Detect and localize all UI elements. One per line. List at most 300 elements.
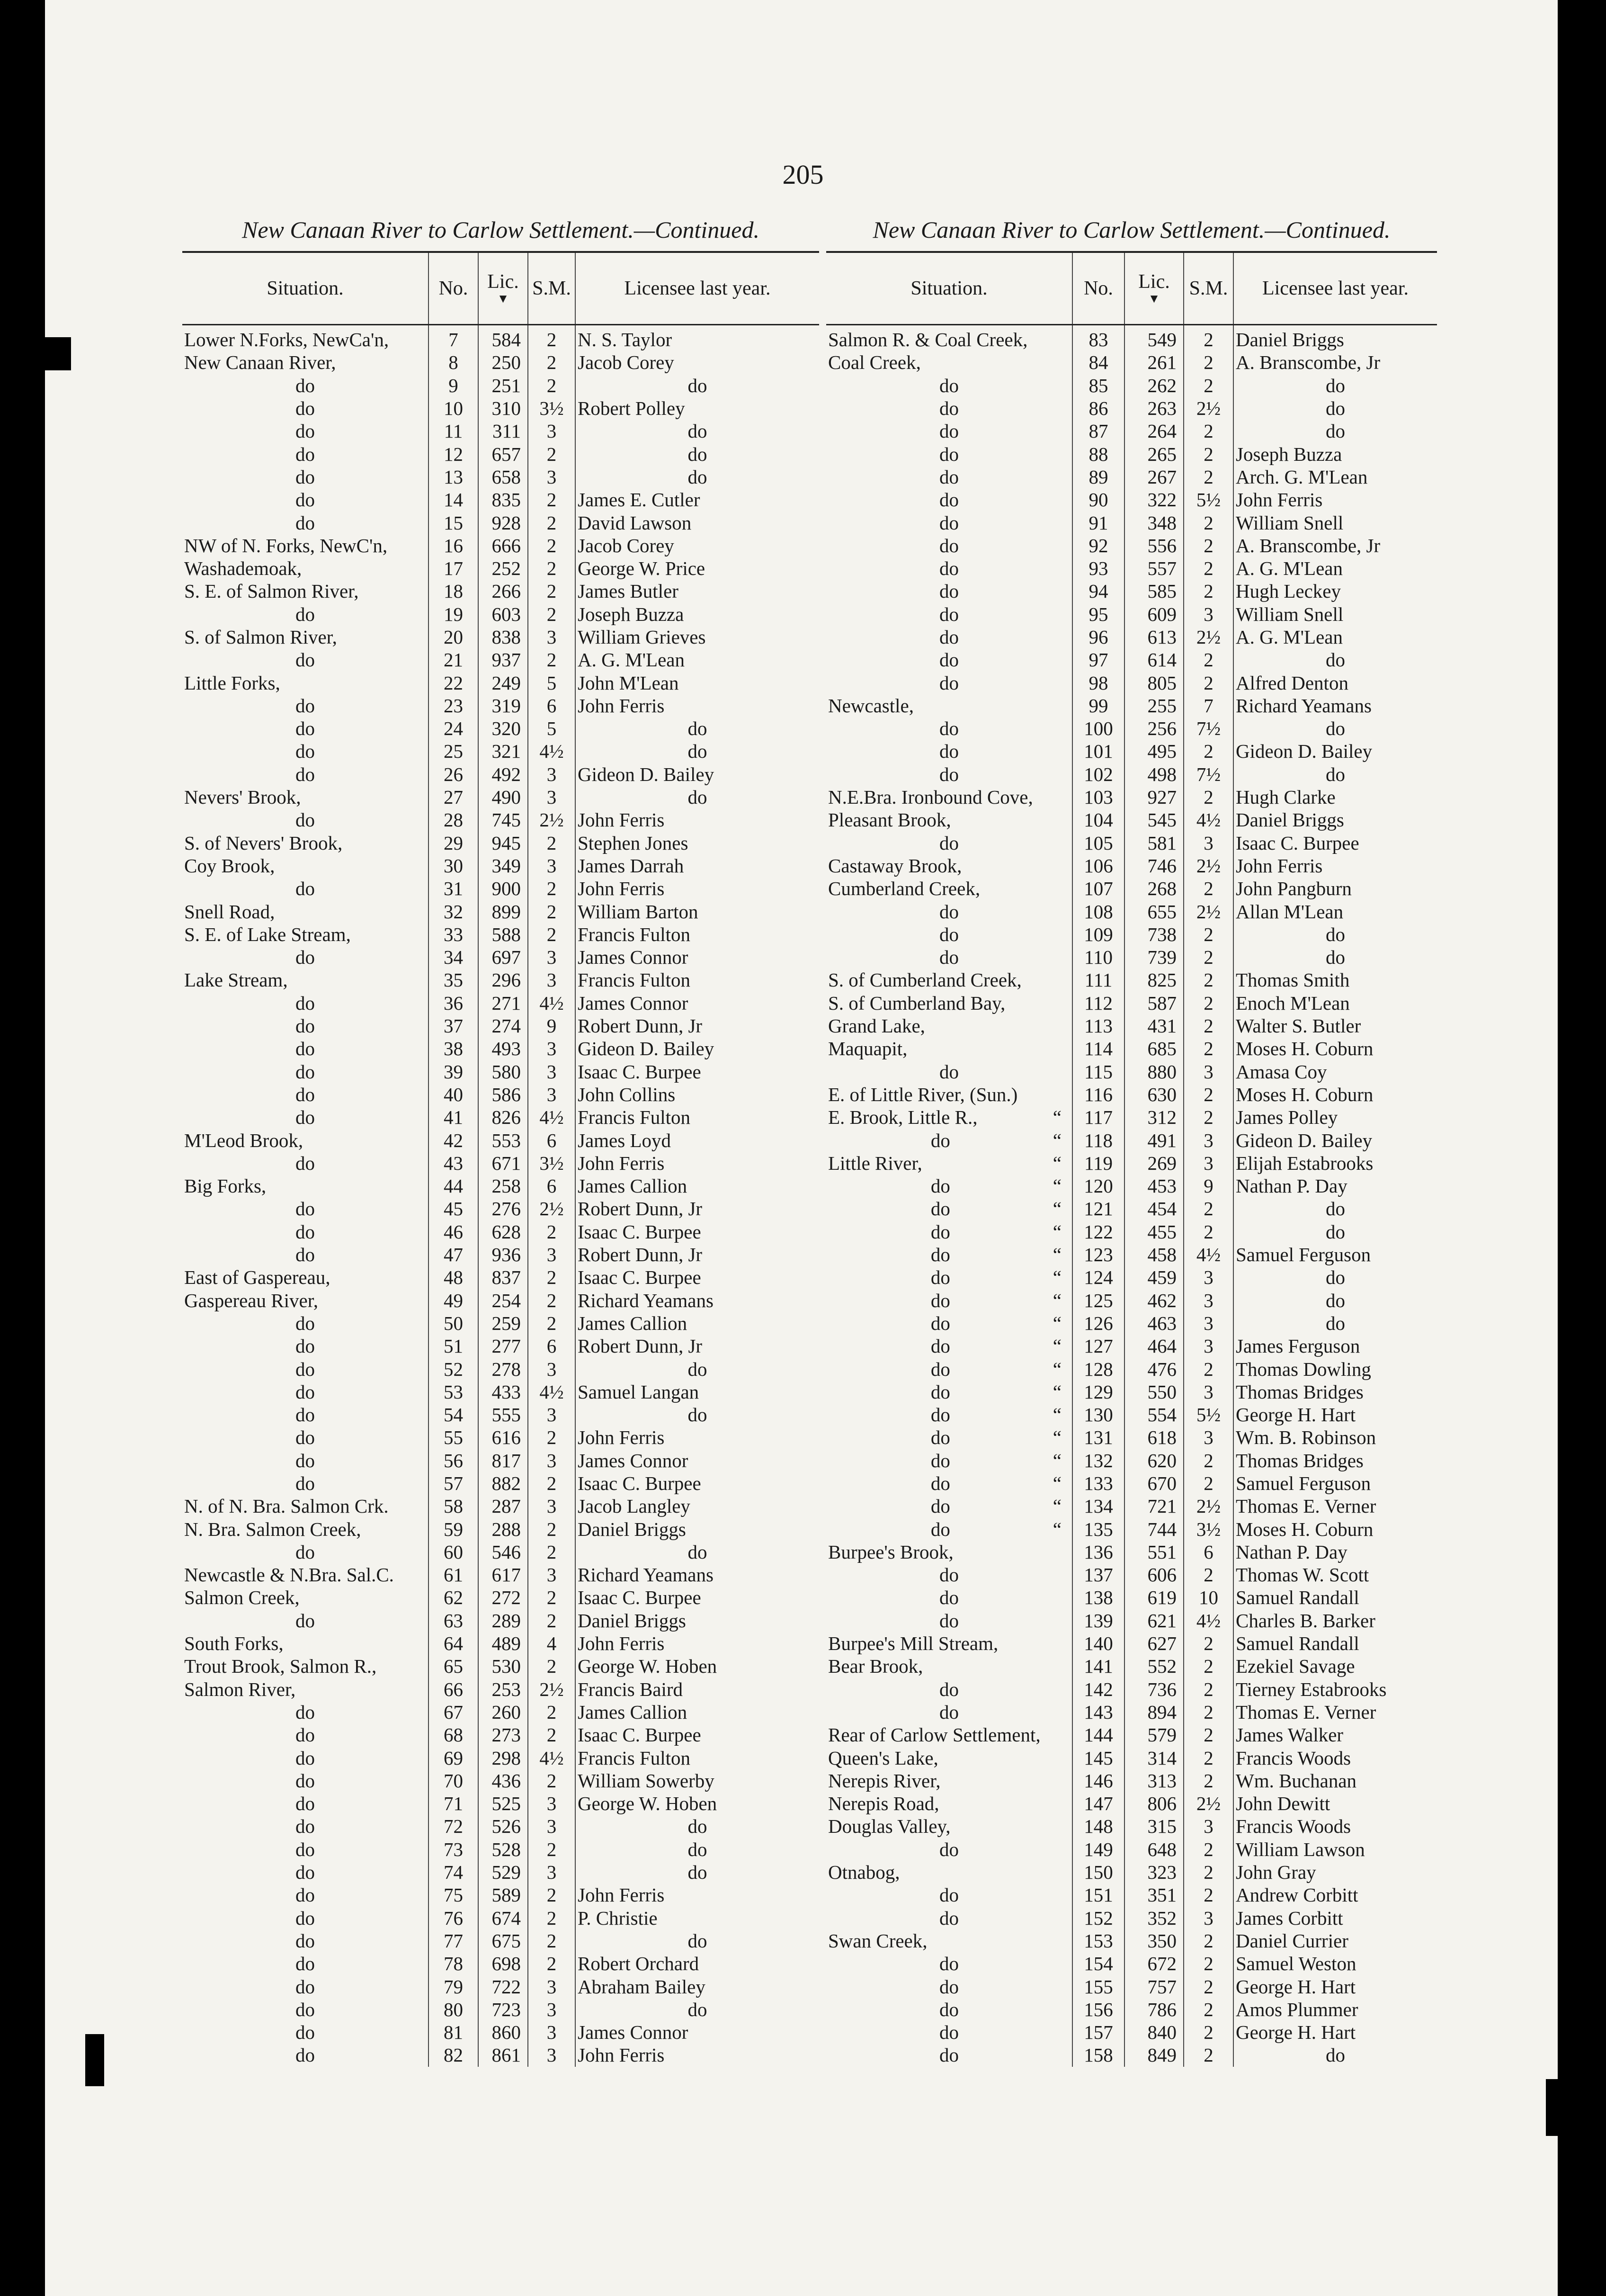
number-cell: 55 [428, 1426, 478, 1449]
situation-text: do [930, 1289, 950, 1311]
licensee-cell: Gideon D. Bailey [1233, 1129, 1437, 1151]
license-cell: 609 [1124, 603, 1184, 626]
square-miles-cell: 2 [1184, 1083, 1233, 1106]
licensee-cell: Isaac C. Burpee [575, 1472, 819, 1495]
number-cell: 73 [428, 1838, 478, 1861]
square-miles-cell: 2 [528, 1472, 575, 1495]
situation-cell: Snell Road, [184, 900, 275, 923]
ditto-mark: “ [1053, 1244, 1062, 1266]
table-row [182, 1861, 819, 1883]
square-miles-cell: 3 [1184, 1906, 1233, 1929]
licensee-cell: do [1233, 397, 1437, 420]
licensee-cell: do [575, 442, 819, 465]
licensee-cell: Gideon D. Bailey [575, 1037, 819, 1060]
table-row [826, 1037, 1437, 1060]
square-miles-cell: 10 [1184, 1586, 1233, 1609]
number-cell: 51 [428, 1335, 478, 1357]
situation-cell: do [295, 1335, 315, 1357]
number-cell: 83 [1072, 325, 1124, 351]
table-row [826, 923, 1437, 946]
situation-cell: do [295, 466, 315, 488]
number-cell: 67 [428, 1701, 478, 1723]
license-cell: 319 [478, 694, 528, 717]
licensee-cell: A. G. M'Lean [1233, 557, 1437, 580]
license-cell: 556 [1124, 534, 1184, 557]
square-miles-cell: 3 [528, 1060, 575, 1083]
square-miles-cell: 3 [528, 786, 575, 808]
licensee-cell: Thomas Dowling [1233, 1357, 1437, 1380]
situation-cell [826, 1175, 1072, 1197]
licensee-cell: William Snell [1233, 603, 1437, 626]
number-cell: 62 [428, 1586, 478, 1609]
licensee-cell: Andrew Corbitt [1233, 1883, 1437, 1906]
table-row [826, 900, 1437, 923]
number-cell: 27 [428, 786, 478, 808]
situation-cell: New Canaan River, [184, 351, 336, 374]
number-cell: 59 [428, 1517, 478, 1540]
situation-cell: do [939, 718, 959, 740]
ditto-mark: “ [1053, 1472, 1062, 1494]
number-cell: 89 [1072, 466, 1124, 488]
table-row [826, 877, 1437, 900]
situation-cell: Lower N.Forks, NewCa'n, [184, 329, 389, 351]
table-row [182, 1586, 819, 1609]
number-cell: 141 [1072, 1655, 1124, 1677]
number-cell: 36 [428, 992, 478, 1014]
situation-cell [826, 1426, 1072, 1449]
square-miles-cell: 2 [1184, 1220, 1233, 1243]
license-cell: 489 [478, 1632, 528, 1655]
license-cell: 264 [1124, 420, 1184, 442]
licensee-cell: Hugh Leckey [1233, 580, 1437, 602]
left-license-table [182, 251, 819, 2067]
license-cell: 721 [1124, 1495, 1184, 1517]
square-miles-cell: 2 [1184, 946, 1233, 969]
number-cell: 70 [428, 1769, 478, 1792]
table-row [826, 1495, 1437, 1517]
license-cell: 553 [478, 1129, 528, 1151]
license-cell: 745 [478, 808, 528, 831]
square-miles-cell: 5 [528, 671, 575, 694]
number-cell: 148 [1072, 1815, 1124, 1838]
license-cell: 744 [1124, 1517, 1184, 1540]
license-cell: 545 [1124, 808, 1184, 831]
situation-cell: do [295, 1998, 315, 2020]
square-miles-cell: 3 [528, 1357, 575, 1380]
square-miles-cell: 2 [528, 832, 575, 854]
license-cell: 630 [1124, 1083, 1184, 1106]
license-cell: 498 [1124, 763, 1184, 786]
square-miles-cell: 3 [1184, 1060, 1233, 1083]
ditto-mark: “ [1053, 1495, 1062, 1517]
situation-cell: E. of Little River, (Sun.) [828, 1083, 1018, 1105]
table-row [182, 420, 819, 442]
situation-cell [826, 1243, 1072, 1266]
number-cell: 77 [428, 1929, 478, 1952]
square-miles-cell: 2 [528, 534, 575, 557]
number-cell: 127 [1072, 1335, 1124, 1357]
table-row [182, 1152, 819, 1175]
licensee-cell: A. Branscombe, Jr [1233, 351, 1437, 374]
situation-cell: Bear Brook, [828, 1655, 923, 1677]
licensee-cell: do [575, 1838, 819, 1861]
square-miles-cell: 2 [528, 648, 575, 671]
number-cell: 84 [1072, 351, 1124, 374]
table-row [826, 1472, 1437, 1495]
situation-cell [826, 1129, 1072, 1151]
license-cell: 549 [1124, 325, 1184, 351]
situation-cell: do [295, 1953, 315, 1975]
license-cell: 267 [1124, 466, 1184, 488]
licensee-cell: do [1233, 2044, 1437, 2066]
number-cell: 29 [428, 832, 478, 854]
number-cell: 21 [428, 648, 478, 671]
situation-cell: do [939, 1609, 959, 1632]
square-miles-cell: 3 [528, 763, 575, 786]
number-cell: 81 [428, 2021, 478, 2044]
square-miles-cell: 2 [528, 1723, 575, 1746]
number-cell: 131 [1072, 1426, 1124, 1449]
number-cell: 72 [428, 1815, 478, 1838]
licensee-cell: James Darrah [575, 854, 819, 877]
table-row [182, 1746, 819, 1769]
header-licensee: Licensee last year. [1233, 252, 1437, 325]
square-miles-cell: 2 [1184, 1449, 1233, 1472]
license-cell: 628 [478, 1220, 528, 1243]
number-cell: 154 [1072, 1952, 1124, 1975]
license-cell: 476 [1124, 1357, 1184, 1380]
licensee-cell: do [1233, 1197, 1437, 1220]
table-row [182, 763, 819, 786]
table-row [826, 1449, 1437, 1472]
number-cell: 86 [1072, 397, 1124, 420]
situation-cell: do [939, 374, 959, 396]
table-row [182, 511, 819, 534]
situation-cell: S. of Cumberland Bay, [828, 992, 1006, 1014]
licensee-cell: Joseph Buzza [575, 603, 819, 626]
license-cell: 311 [478, 420, 528, 442]
number-cell: 68 [428, 1723, 478, 1746]
license-cell: 928 [478, 511, 528, 534]
situation-text: do [930, 1495, 950, 1517]
square-miles-cell: 3½ [528, 1152, 575, 1175]
number-cell: 125 [1072, 1289, 1124, 1311]
license-cell: 900 [478, 877, 528, 900]
license-cell: 352 [1124, 1906, 1184, 1929]
table-row [826, 325, 1437, 351]
square-miles-cell: 3 [528, 420, 575, 442]
number-cell: 146 [1072, 1769, 1124, 1792]
situation-cell: do [295, 649, 315, 671]
table-row [826, 1975, 1437, 1998]
table-row [826, 1883, 1437, 1906]
license-cell: 666 [478, 534, 528, 557]
number-cell: 137 [1072, 1563, 1124, 1586]
square-miles-cell: 3 [1184, 1152, 1233, 1175]
left-header-row [182, 252, 819, 325]
number-cell: 118 [1072, 1129, 1124, 1151]
license-cell: 937 [478, 648, 528, 671]
table-row [826, 946, 1437, 969]
situation-cell: do [939, 1953, 959, 1975]
licensee-cell: Richard Yeamans [575, 1289, 819, 1311]
square-miles-cell: 2 [1184, 1197, 1233, 1220]
situation-cell: do [295, 740, 315, 762]
number-cell: 22 [428, 671, 478, 694]
square-miles-cell: 3 [528, 2044, 575, 2066]
edge-tab-right [1546, 2079, 1558, 2136]
table-row [826, 1426, 1437, 1449]
square-miles-cell: 2 [1184, 877, 1233, 900]
number-cell: 65 [428, 1655, 478, 1677]
licensee-cell: William Snell [1233, 511, 1437, 534]
licensee-cell: do [575, 466, 819, 488]
square-miles-cell: 2 [1184, 1563, 1233, 1586]
square-miles-cell: 7 [1184, 694, 1233, 717]
licensee-cell: do [1233, 923, 1437, 946]
square-miles-cell: 2 [1184, 1883, 1233, 1906]
square-miles-cell: 2 [1184, 786, 1233, 808]
licensee-cell: John Ferris [575, 1152, 819, 1175]
header-no: No. [428, 252, 478, 325]
table-row [182, 648, 819, 671]
table-row [182, 1449, 819, 1472]
license-cell: 266 [478, 580, 528, 602]
situation-cell: do [295, 1609, 315, 1632]
table-row [182, 1014, 819, 1037]
licensee-cell: do [1233, 648, 1437, 671]
table-row [182, 1357, 819, 1380]
number-cell: 112 [1072, 992, 1124, 1014]
situation-text: do [930, 1312, 950, 1334]
licensee-cell: do [575, 786, 819, 808]
licensee-cell: Amos Plummer [1233, 1998, 1437, 2021]
situation-cell: Castaway Brook, [828, 854, 962, 877]
licensee-cell: George W. Hoben [575, 1792, 819, 1815]
license-cell: 698 [478, 1952, 528, 1975]
situation-cell: do [295, 718, 315, 740]
left-column [182, 208, 819, 2067]
table-row [826, 992, 1437, 1014]
number-cell: 111 [1072, 969, 1124, 991]
license-cell: 256 [1124, 717, 1184, 740]
table-row [826, 740, 1437, 762]
number-cell: 45 [428, 1197, 478, 1220]
number-cell: 149 [1072, 1838, 1124, 1861]
license-cell: 260 [478, 1701, 528, 1723]
license-cell: 253 [478, 1678, 528, 1701]
license-cell: 550 [1124, 1381, 1184, 1403]
table-row [182, 1769, 819, 1792]
header-lic-label: Lic. [487, 271, 519, 293]
square-miles-cell: 3 [528, 1083, 575, 1106]
square-miles-cell: 2 [528, 1609, 575, 1632]
table-row [826, 397, 1437, 420]
table-row [182, 466, 819, 488]
table-row [182, 1655, 819, 1677]
situation-cell [826, 1381, 1072, 1403]
licensee-cell: Nathan P. Day [1233, 1175, 1437, 1197]
licensee-cell: James Connor [575, 992, 819, 1014]
situation-text: E. Brook, Little R., [828, 1106, 978, 1129]
license-cell: 288 [478, 1517, 528, 1540]
licensee-cell: James Callion [575, 1701, 819, 1723]
table-row [826, 466, 1437, 488]
licensee-cell: Moses H. Coburn [1233, 1083, 1437, 1106]
licensee-cell: Francis Baird [575, 1678, 819, 1701]
situation-text: do [930, 1175, 950, 1197]
situation-cell: Nerepis River, [828, 1769, 941, 1792]
square-miles-cell: 2½ [1184, 626, 1233, 648]
situation-cell: do [295, 1015, 315, 1037]
licensee-cell: George H. Hart [1233, 2021, 1437, 2044]
license-cell: 589 [478, 1883, 528, 1906]
license-cell: 265 [1124, 442, 1184, 465]
licensee-cell: Thomas Bridges [1233, 1381, 1437, 1403]
situation-cell: do [295, 1244, 315, 1266]
situation-cell: S. E. of Lake Stream, [184, 923, 351, 945]
number-cell: 139 [1072, 1609, 1124, 1632]
table-row [182, 626, 819, 648]
number-cell: 142 [1072, 1678, 1124, 1701]
number-cell: 94 [1072, 580, 1124, 602]
situation-cell: do [939, 2044, 959, 2066]
situation-cell: do [295, 1381, 315, 1403]
license-cell: 458 [1124, 1243, 1184, 1266]
licensee-cell: John Ferris [1233, 488, 1437, 511]
table-row [826, 626, 1437, 648]
table-row [826, 1723, 1437, 1746]
number-cell: 82 [428, 2044, 478, 2066]
license-cell: 433 [478, 1381, 528, 1403]
square-miles-cell: 2 [528, 557, 575, 580]
table-row [826, 603, 1437, 626]
square-miles-cell: 2 [528, 1220, 575, 1243]
table-row [182, 1403, 819, 1426]
square-miles-cell: 2 [528, 488, 575, 511]
situation-cell: do [295, 1404, 315, 1426]
ditto-mark: “ [1053, 1404, 1062, 1426]
license-cell: 627 [1124, 1632, 1184, 1655]
number-cell: 156 [1072, 1998, 1124, 2021]
situation-cell [826, 1152, 1072, 1175]
license-cell: 555 [478, 1403, 528, 1426]
situation-text: do [930, 1220, 950, 1243]
square-miles-cell: 3 [528, 1815, 575, 1838]
licensee-cell: Ezekiel Savage [1233, 1655, 1437, 1677]
table-row [826, 1952, 1437, 1975]
situation-cell: do [939, 603, 959, 625]
table-row [182, 488, 819, 511]
table-row [182, 1175, 819, 1197]
license-cell: 262 [1124, 374, 1184, 397]
ditto-mark: “ [1053, 1152, 1062, 1174]
square-miles-cell: 3 [528, 2021, 575, 2044]
number-cell: 24 [428, 717, 478, 740]
table-row [826, 488, 1437, 511]
table-row [826, 1792, 1437, 1815]
square-miles-cell: 5½ [1184, 488, 1233, 511]
table-row [182, 694, 819, 717]
license-cell: 493 [478, 1037, 528, 1060]
number-cell: 145 [1072, 1746, 1124, 1769]
ditto-mark: “ [1053, 1289, 1062, 1311]
situation-cell: NW of N. Forks, NewC'n, [184, 534, 388, 556]
situation-text: do [930, 1266, 950, 1289]
situation-cell: Salmon Creek, [184, 1587, 300, 1609]
number-cell: 49 [428, 1289, 478, 1311]
licensee-cell: Enoch M'Lean [1233, 992, 1437, 1014]
situation-cell: do [295, 511, 315, 534]
situation-cell: do [295, 1472, 315, 1494]
licensee-cell: do [575, 1541, 819, 1563]
right-column [826, 208, 1437, 2067]
licensee-cell: John Ferris [575, 1883, 819, 1906]
table-row [182, 1289, 819, 1311]
table-row [826, 1541, 1437, 1563]
licensee-cell: Charles B. Barker [1233, 1609, 1437, 1632]
number-cell: 50 [428, 1312, 478, 1335]
table-row [182, 580, 819, 602]
license-cell: 314 [1124, 1746, 1184, 1769]
table-row [182, 1632, 819, 1655]
licensee-cell: William Grieves [575, 626, 819, 648]
license-cell: 276 [478, 1197, 528, 1220]
situation-cell: do [939, 420, 959, 442]
license-cell: 588 [478, 923, 528, 946]
situation-cell: Douglas Valley, [828, 1815, 951, 1838]
license-cell: 298 [478, 1746, 528, 1769]
situation-text: do [930, 1449, 950, 1471]
situation-cell: do [295, 694, 315, 717]
situation-cell: do [295, 2044, 315, 2066]
square-miles-cell: 2 [1184, 1472, 1233, 1495]
number-cell: 93 [1072, 557, 1124, 580]
number-cell: 39 [428, 1060, 478, 1083]
licensee-cell: Samuel Langan [575, 1381, 819, 1403]
square-miles-cell: 2 [1184, 1014, 1233, 1037]
square-miles-cell: 4½ [528, 1746, 575, 1769]
number-cell: 75 [428, 1883, 478, 1906]
square-miles-cell: 6 [528, 1335, 575, 1357]
number-cell: 128 [1072, 1357, 1124, 1380]
number-cell: 90 [1072, 488, 1124, 511]
licensee-cell: Francis Fulton [575, 969, 819, 991]
page-number: 205 [782, 159, 824, 190]
situation-cell [826, 1403, 1072, 1426]
licensee-cell: Moses H. Coburn [1233, 1037, 1437, 1060]
situation-cell: Pleasant Brook, [828, 809, 951, 831]
licensee-cell: Francis Fulton [575, 1106, 819, 1129]
square-miles-cell: 2 [1184, 740, 1233, 762]
number-cell: 14 [428, 488, 478, 511]
license-cell: 315 [1124, 1815, 1184, 1838]
table-row [182, 374, 819, 397]
table-row [182, 1220, 819, 1243]
licensee-cell: John M'Lean [575, 671, 819, 694]
table-row [826, 534, 1437, 557]
number-cell: 120 [1072, 1175, 1124, 1197]
square-miles-cell: 2 [1184, 1655, 1233, 1677]
table-row [826, 648, 1437, 671]
number-cell: 40 [428, 1083, 478, 1106]
number-cell: 25 [428, 740, 478, 762]
number-cell: 87 [1072, 420, 1124, 442]
square-miles-cell: 2 [1184, 1838, 1233, 1861]
license-cell: 464 [1124, 1335, 1184, 1357]
table-row [826, 1769, 1437, 1792]
license-cell: 348 [1124, 511, 1184, 534]
